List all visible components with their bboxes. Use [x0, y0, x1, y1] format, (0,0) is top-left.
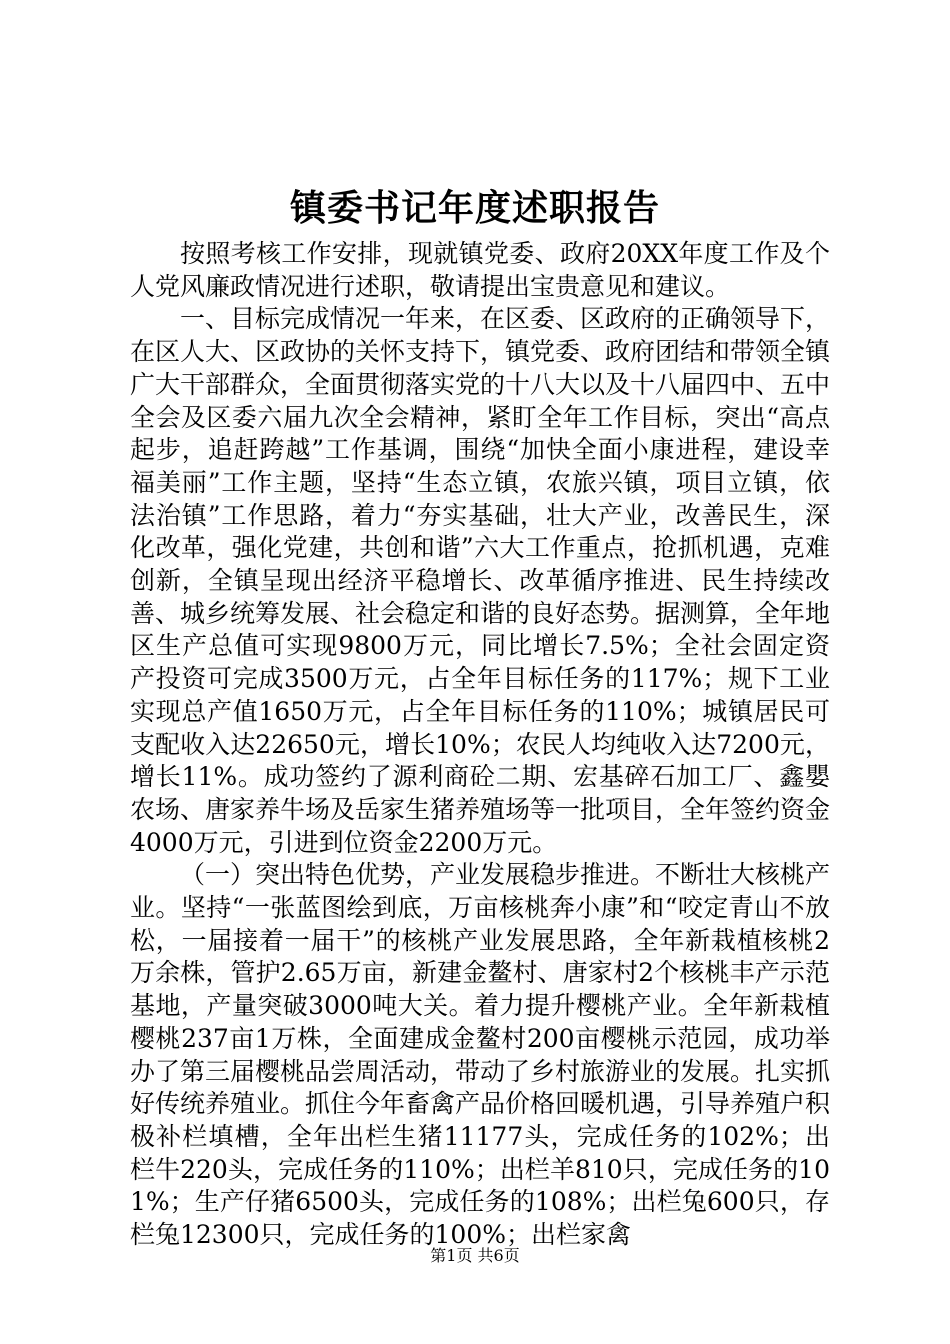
paragraph-intro: 按照考核工作安排，现就镇党委、政府20XX年度工作及个人党风廉政情况进行述职，敬请提出宝贵意见和建议。 [130, 239, 830, 301]
document-body [130, 238, 830, 1252]
document-title: 镇委书记年度述职报告 [289, 187, 660, 229]
paragraph-industry: （一）突出特色优势，产业发展稳步推进。不断壮大核桃产业。坚持“一张蓝图绘到底，万亩核桃奔小康”和“咬定青山不放松，一届接着一届干”的核桃产业发展思路，全年新栽植核桃2万余株，管护2.65万亩，新建金鳌村、唐家村2个核桃丰产示范基地，产量突破3000吨大关。着力提升樱桃产业。全年新栽植樱桃237亩1万株，全面建成金鳌村200亩樱桃示范园，成功举办了第三届樱桃品尝周活动，带动了乡村旅游业的发展。扎实抓好传统养殖业。抓住今年畜禽产品价格回暖机遇，引导养殖户积极补栏填槽，全年出栏生猪11177头，完成任务的102%；出栏牛220头，完成任务的110%；出栏羊810只，完成任务的101%；生产仔猪6500头，完成任务的108%；出栏兔600只，存栏兔12300只，完成任务的100%；出栏家禽 [130, 860, 831, 1250]
paragraph-goals: 一、目标完成情况一年来，在区委、区政府的正确领导下，在区人大、区政协的关怀支持下，镇党委、政府团结和带领全镇广大干部群众，全面贯彻落实党的十八大以及十八届四中、五中全会及区委六届九次全会精神，紧盯全年工作目标，突出“高点起步，追赶跨越”工作基调，围绕“加快全面小康进程，建设幸福美丽”工作主题，坚持“生态立镇，农旅兴镇，项目立镇，依法治镇”工作思路，着力“夯实基础，壮大产业，改善民生，深化改革，强化党建，共创和谐”六大工作重点，抢抓机遇，克难创新，全镇呈现出经济平稳增长、改革循序推进、民生持续改善、城乡统筹发展、社会稳定和谐的良好态势。据测算，全年地区生产总值可实现9800万元，同比增长7.5%；全社会固定资产投资可完成3500万元，占全年目标任务的117%；规下工业实现总产值1650万元，占全年目标任务的110%；城镇居民可支配收入达22650元，增长10%；农民人均纯收入达7200元，增长11%。成功签约了源利商砼二期、宏基碎石加工厂、鑫嬰农场、唐家养牛场及岳家生猪养殖场等一批项目，全年签约资金4000万元，引进到位资金2200万元。 [130, 304, 831, 857]
page-footer: 第1页 共6页 [430, 1246, 520, 1265]
